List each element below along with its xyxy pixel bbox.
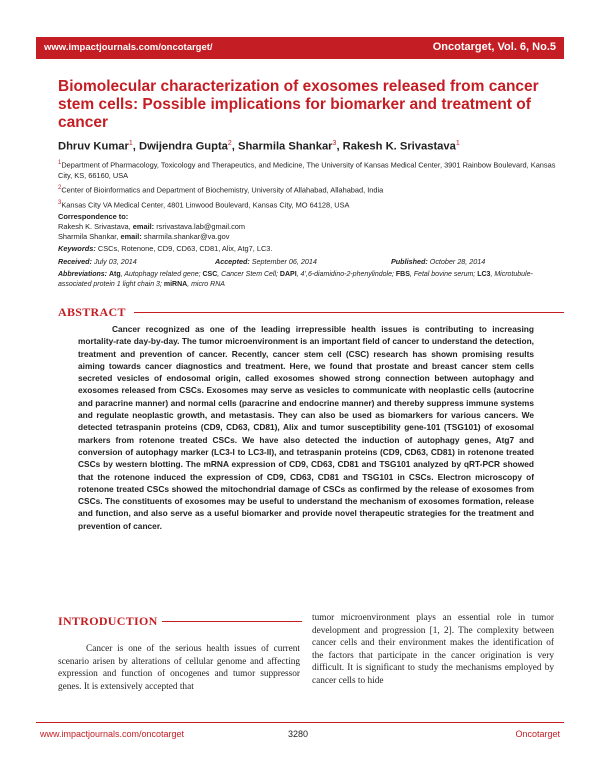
keywords-line xyxy=(58,244,558,254)
affiliation-marker: 1 xyxy=(58,160,62,166)
author-affiliation-marker: 2 xyxy=(227,140,232,147)
correspondence-block xyxy=(58,212,558,241)
journal-header-bar xyxy=(36,37,564,59)
affiliation xyxy=(58,158,558,181)
abbreviation-term: LC3 xyxy=(477,271,491,278)
affiliation-text: Center of Bioinformatics and Department of Biochemistry, University of Allahabad, Allahabad, India xyxy=(61,185,384,195)
affiliation xyxy=(58,183,558,196)
accepted-label: Accepted: xyxy=(215,257,250,266)
affiliation-text: Kansas City VA Medical Center, 4801 Linwood Boulevard, Kansas City, MO 64128, USA xyxy=(61,200,350,210)
abstract-heading-rule xyxy=(134,312,564,313)
author-name: Dhruv Kumar xyxy=(58,140,129,153)
introduction-left-column: Cancer is one of the serious health issues of current scenario arisen by alterations of cellular genome and affecting expression and function of oncogenes and tumor suppressor genes. It is extensively accepted that xyxy=(58,644,300,692)
header-journal-citation: Oncotarget, Vol. 6, No.5 xyxy=(432,41,556,53)
abbreviation-term: Atg xyxy=(108,271,121,278)
author-affiliation-marker: 3 xyxy=(332,140,337,147)
abbreviation-term: miRNA xyxy=(163,280,188,288)
received-label: Received: xyxy=(58,257,92,266)
email-label: email: xyxy=(132,221,155,231)
introduction-heading: INTRODUCTION xyxy=(58,614,158,628)
abbreviations-label: Abbreviations: xyxy=(58,271,108,278)
abbreviation-definition: , Microtubule-associated protein 1 light chain 3; xyxy=(58,271,533,288)
received-date: July 03, 2014 xyxy=(93,257,137,266)
introduction-heading-rule xyxy=(162,621,302,622)
author-name: Dwijendra Gupta xyxy=(139,140,228,153)
abbreviation-definition: , Cancer Stem Cell; xyxy=(217,271,280,278)
affiliation xyxy=(58,198,558,211)
correspondent-name: Rakesh K. Srivastava, xyxy=(58,221,131,231)
correspondent-email-link[interactable]: sharmila.shankar@va.gov xyxy=(143,231,230,241)
author-list xyxy=(58,140,558,153)
abbreviation-definition: , micro RNA xyxy=(187,280,225,288)
published-label: Published: xyxy=(391,257,428,266)
keywords-text: CSCs, Rotenone, CD9, CD63, CD81, Alix, Atg7, LC3. xyxy=(97,244,273,253)
correspondent-name: Sharmila Shankar, xyxy=(58,231,119,241)
article-title: Biomolecular characterization of exosomes released from cancer stem cells: Possible implications for biomarker and treatment of cancer xyxy=(58,78,539,131)
accepted-date: September 06, 2014 xyxy=(251,257,317,266)
affiliation-text: Department of Pharmacology, Toxicology and Therapeutics, and Medicine, The University of Kansas Medical Center, 3901 Rainbow Boulevard, Kansas City, KS, 66160, USA xyxy=(58,160,556,180)
correspondent-email-link[interactable]: rsrivastava.lab@gmail.com xyxy=(156,221,246,231)
abbreviation-term: CSC xyxy=(202,271,218,278)
footer-url-link[interactable]: www.impactjournals.com/oncotarget xyxy=(40,729,185,739)
keywords-label: Keywords: xyxy=(58,244,96,253)
author-separator: , xyxy=(336,140,343,153)
author-name: Rakesh K. Srivastava xyxy=(342,140,456,153)
email-label: email: xyxy=(120,231,142,241)
author-affiliation-marker: 1 xyxy=(455,140,460,147)
abbreviations-block xyxy=(58,270,548,290)
abstract-heading: ABSTRACT xyxy=(58,305,126,319)
abbreviation-definition: , Autophagy related gene; xyxy=(120,271,203,278)
abbreviation-term: DAPI xyxy=(279,271,297,278)
author-name: Sharmila Shankar xyxy=(238,140,333,153)
introduction-right-column: tumor microenvironment plays an essential role in tumor development and progression [1, 2]. The complexity between cancer cells and their environment makes the identification of the factors that participate in the cancer origination is very difficult. It is significant to study the mechanisms employed by cancer cells to hide xyxy=(312,613,554,686)
author-separator: , xyxy=(132,140,139,153)
published-date: October 28, 2014 xyxy=(429,257,486,266)
footer-rule xyxy=(36,722,564,723)
footer-journal-name: Oncotarget xyxy=(515,729,560,739)
abbreviation-definition: , Fetal bovine serum; xyxy=(409,271,478,278)
abbreviation-term: FBS xyxy=(395,271,410,278)
affiliation-marker: 2 xyxy=(58,185,62,191)
header-url-link[interactable]: www.impactjournals.com/oncotarget/ xyxy=(44,42,213,53)
correspondence-heading: Correspondence to: xyxy=(58,212,129,221)
footer-page-number: 3280 xyxy=(288,729,309,739)
author-separator: , xyxy=(231,140,239,153)
affiliation-marker: 3 xyxy=(58,200,62,206)
author-affiliation-marker: 1 xyxy=(128,140,133,147)
abstract-text: Cancer recognized as one of the leading irrepressible health issues is contributing to increasing mortality-rate day-by-day. The tumor microenvironment is an important field of cancer to understand the detection, treatment and prevention of cancer. Recently, cancer stem cell (CSC) research has shown promising results aiming towards cancer diagnostics and treatment. Here, we found that prostate and breast cancer stem cells secreted vesicles of endosomal origin, called exosomes showed strong connection between autophagy and exosomes released from CSCs. Exosomes may serve as vesicles to communicate with neoplastic cells (autocrine and paracrine manner) and normal cells (paracrine and endocrine manner) and thereby suppress immune systems and regulate neoplastic growth, and metastasis. They can also be used as biomarkers for various cancers. We detected tetraspanin proteins (CD9, CD63, CD81), Alix and tumor susceptibility gene-101 (TSG101) of exosomal markers from rotenone treated CSCs. We have also detected the induction of autophagy genes, Atg7 and conversion of autophagy marker (LC3-I to LC3-II), and tetraspanin proteins (CD9, CD63, CD81) in rotenone treated CSCs by western blotting. The mRNA expression of CD9, CD63, CD81 and TSG101 analyzed by qRT-PCR showed that the rotenone induced the expression of CD9, CD63, CD81 and TSG101 in CSCs. Electron microscopy of rotenone treated CSCs showed the mitochondrial damage of CSCs as confirmed by the release of exosomes from CSCs. The constituents of exosomes may be useful to understand the mechanism of exosomes formation, release and function, and also serve as a useful biomarker and provide novel therapeutic strategies for the treatment and prevention of cancer. xyxy=(78,324,534,531)
abbreviation-definition: , 4’,6-diamidino-2-phenylindole; xyxy=(296,271,396,278)
